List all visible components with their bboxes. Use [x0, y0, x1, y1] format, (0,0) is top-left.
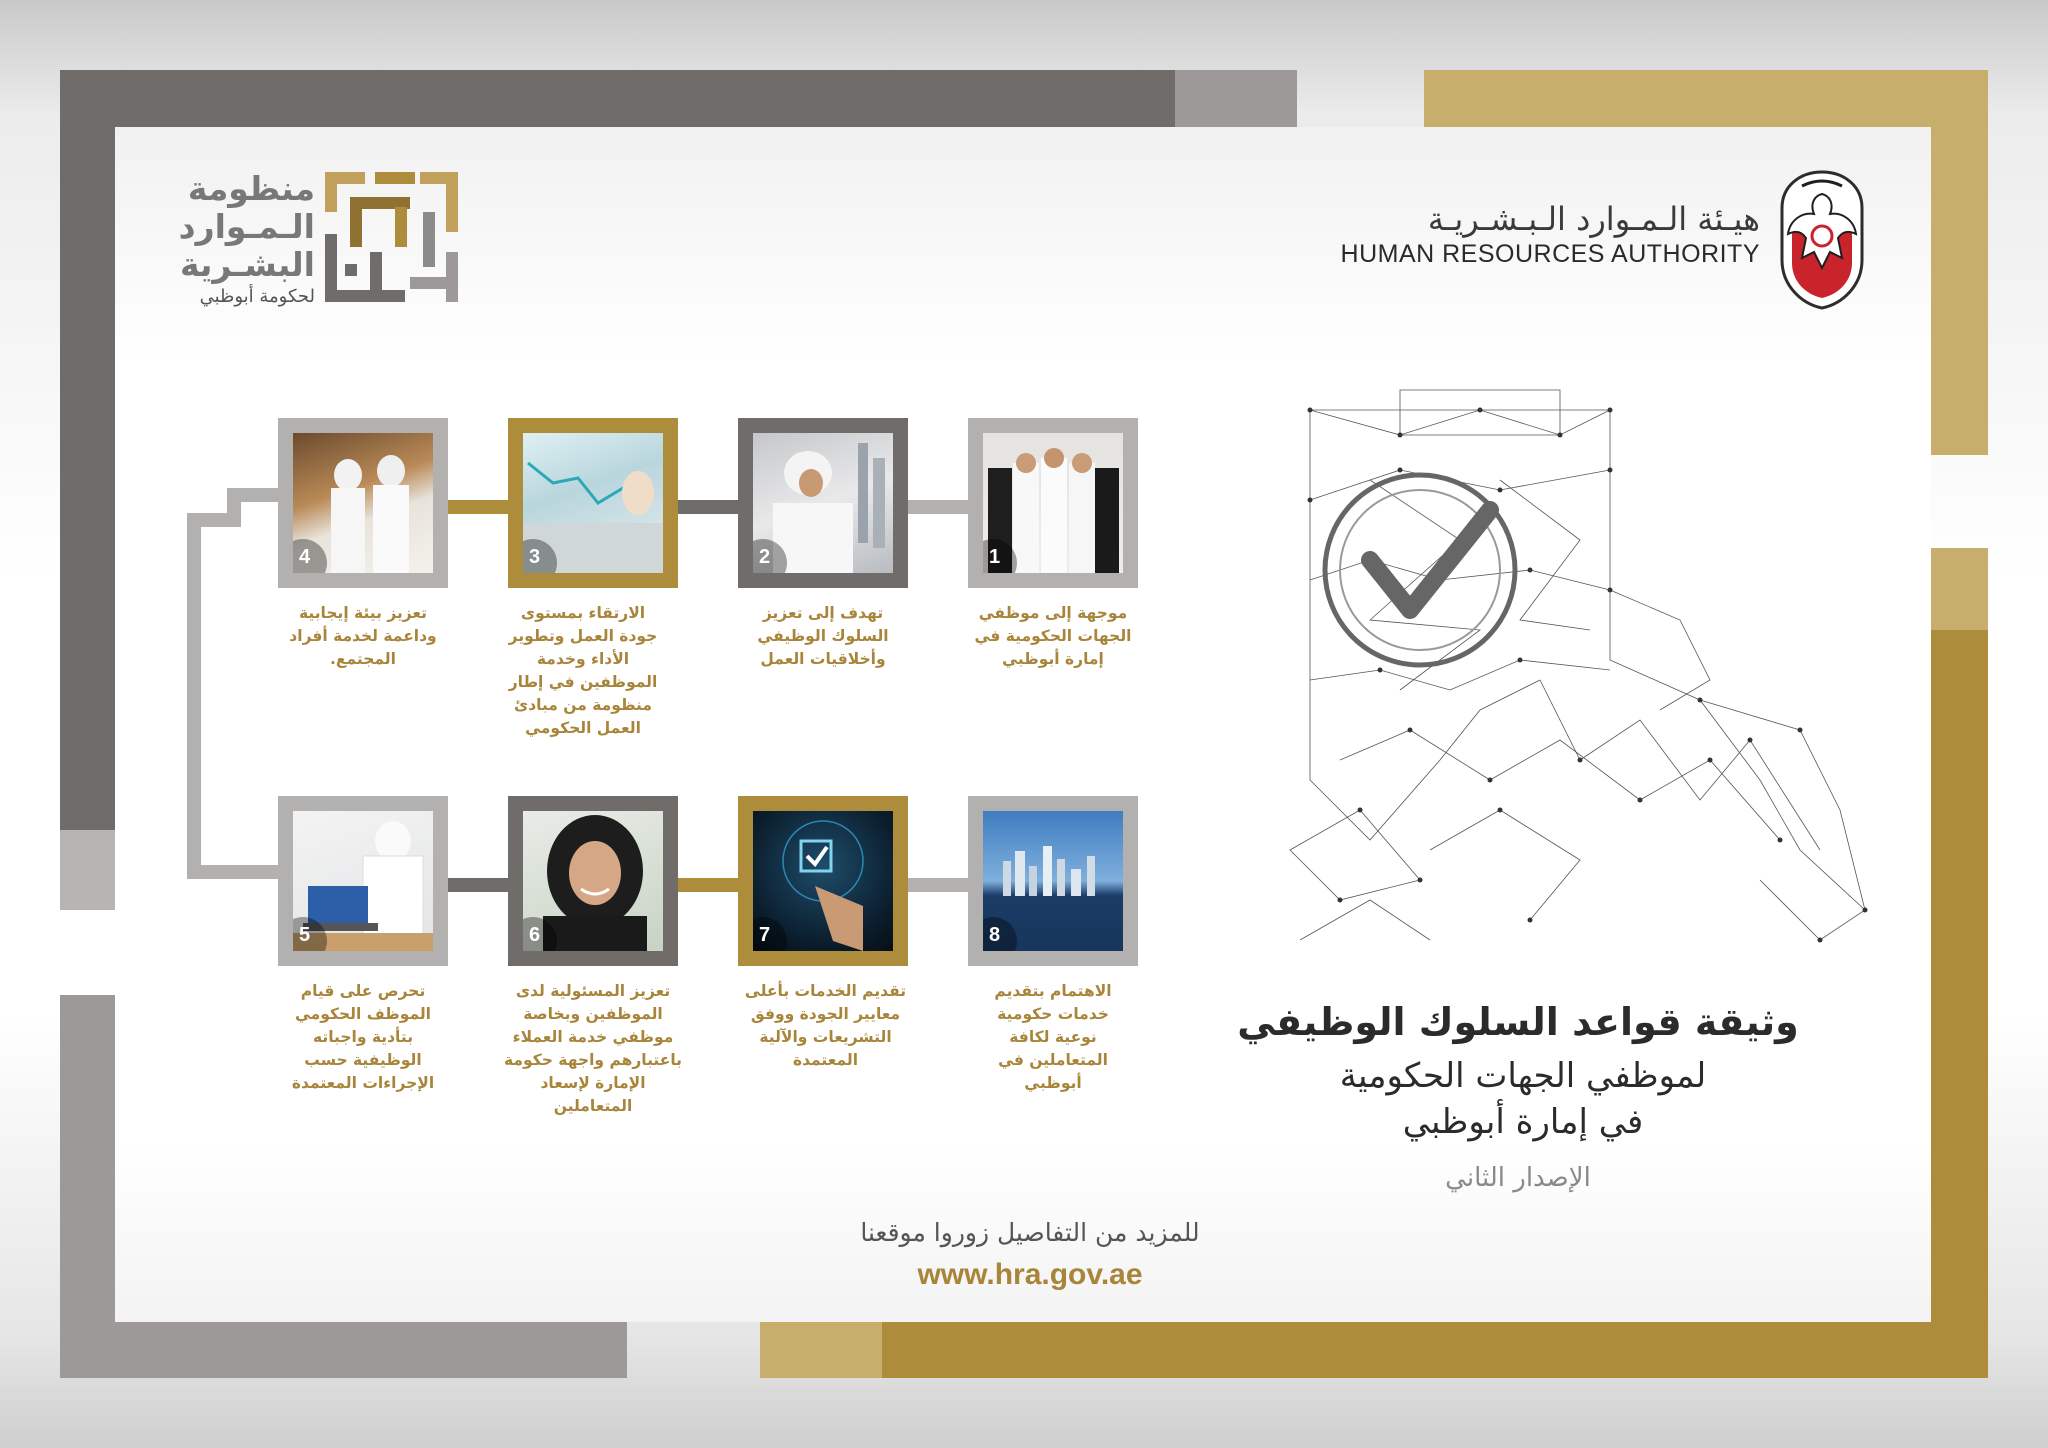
step-5-caption: تحرص على قيام الموظف الحكومي بتأدية واجباته الوظيفية حسب الإجراءات المعتمدة	[291, 982, 435, 1092]
step-5-photo	[278, 796, 448, 966]
checklist-network-icon	[1280, 380, 1880, 970]
step-1-number: 1	[989, 546, 1001, 568]
document-title: وثيقة قواعد السلوك الوظيفي	[1237, 1000, 1799, 1044]
step-2-photo	[738, 418, 908, 588]
hr-system-subtitle: لحكومة أبوظبي	[199, 286, 315, 307]
step-4-photo	[278, 418, 448, 588]
authority-logo-text	[1341, 200, 1760, 269]
frame-bottom-left-bar	[60, 1322, 627, 1378]
step-8-photo	[968, 796, 1138, 966]
hr-system-line-1: منظومة	[187, 169, 315, 208]
step-1-caption: موجهة إلى موظفي الجهات الحكومية في إمارة أبوظبي	[974, 604, 1132, 668]
frame-left-bar	[60, 70, 115, 830]
step-7-photo	[738, 796, 908, 966]
frame-top-left-bar	[60, 70, 1175, 127]
step-4-number: 4	[299, 546, 311, 568]
step-3-caption: الارتقاء بمستوى جودة العمل وتطوير الأداء وخدمة الموظفين في إطار منظومة من مبادئ العمل الحكومي	[508, 604, 658, 737]
step-2-number: 2	[759, 546, 771, 568]
document-subtitle	[1283, 1053, 1763, 1145]
path-connector-3-4	[448, 500, 510, 514]
step-5-number: 5	[299, 924, 311, 946]
frame-top-right-bar	[1424, 70, 1988, 127]
hr-system-logo-text	[175, 170, 315, 307]
document-subtitle-line-1: لموظفي الجهات الحكومية	[1339, 1056, 1707, 1096]
step-8-caption: الاهتمام بتقديم خدمات حكومية نوعية لكافة المتعاملين في أبوظبي	[994, 982, 1112, 1092]
step-6-number: 6	[529, 924, 541, 946]
authority-name-ar: هيـئة الـمـوارد الـبـشـريـة	[1427, 200, 1760, 238]
hr-system-line-3: البشـرية	[180, 245, 315, 284]
frame-top-left-accent	[1175, 70, 1297, 127]
document-subtitle-line-2: في إمارة أبوظبي	[1402, 1102, 1644, 1142]
more-details-text: للمزيد من التفاصيل زوروا موقعنا	[860, 1218, 1200, 1247]
step-7-caption: تقديم الخدمات بأعلى معايير الجودة ووفق التشريعات والآلية المعتمدة	[744, 982, 907, 1069]
step-3-photo	[508, 418, 678, 588]
path-connector-7-8	[908, 878, 970, 892]
path-connector-5-6	[448, 878, 510, 892]
frame-left-accent	[60, 830, 115, 910]
hr-system-line-2: الـمـوارد	[178, 207, 315, 246]
step-6-photo	[508, 796, 678, 966]
step-4-caption: تعزيز بيئة إيجابية وداعمة لخدمة أفراد المجتمع.	[289, 604, 437, 668]
step-7-number: 7	[759, 924, 771, 946]
path-connector-2-3	[678, 500, 740, 514]
authority-name-en: HUMAN RESOURCES AUTHORITY	[1340, 240, 1760, 268]
frame-left-lower-bar	[60, 995, 115, 1378]
hr-system-logo-icon	[325, 172, 458, 302]
step-2-caption: تهدف إلى تعزيز السلوك الوظيفي وأخلاقيات العمل	[757, 604, 889, 668]
path-top-left-stub-3	[227, 488, 280, 502]
path-left-vertical	[187, 513, 201, 879]
path-bottom-left-stub	[187, 865, 280, 879]
frame-bottom-right-accent	[760, 1322, 882, 1378]
step-6-caption: تعزيز المسئولية لدى الموظفين وبخاصة موظفي خدمة العملاء باعتبارهم واجهة حكومة الإمارة لإسعاد المتعاملين	[504, 982, 682, 1115]
path-connector-6-7	[678, 878, 740, 892]
path-connector-1-2	[908, 500, 970, 514]
path-top-left-stub	[187, 513, 227, 527]
frame-right-lower-bar	[1931, 630, 1988, 1378]
step-3-number: 3	[529, 546, 541, 568]
frame-right-upper-bar	[1931, 70, 1988, 455]
website-link[interactable]: www.hra.gov.ae	[917, 1258, 1143, 1291]
edition-label: الإصدار الثاني	[1445, 1163, 1591, 1193]
step-8-number: 8	[989, 924, 1001, 946]
step-1-photo	[968, 418, 1138, 588]
frame-bottom-right-bar	[882, 1322, 1988, 1378]
frame-right-accent	[1931, 548, 1988, 630]
falcon-emblem-icon	[1772, 168, 1872, 310]
